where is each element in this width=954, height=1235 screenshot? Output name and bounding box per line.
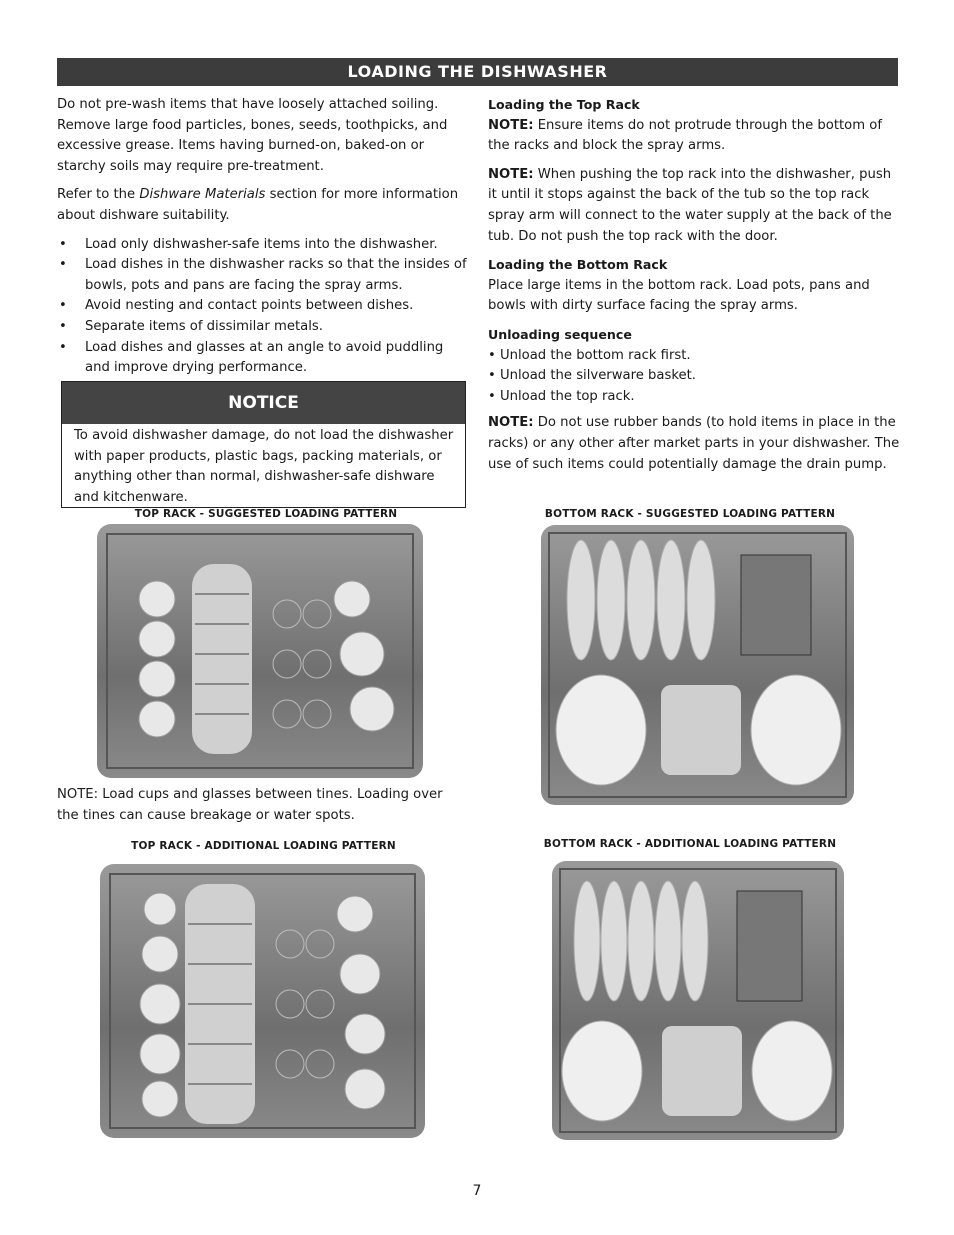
list-item: • Load dishes and glasses at an angle to avoid puddling and improve drying performance. bbox=[57, 338, 469, 379]
note-2 bbox=[488, 165, 900, 247]
list-item: • Unload the silverware basket. bbox=[488, 368, 696, 384]
materials-text-suffix: section for more information about dishware suitability. bbox=[57, 187, 459, 223]
notice-box bbox=[61, 381, 466, 508]
page-number: 7 bbox=[472, 1183, 482, 1199]
bottom-rack-suggested-photo bbox=[541, 525, 854, 805]
list-item: • Separate items of dissimilar metals. bbox=[57, 317, 469, 338]
bottom-rack-additional-illustration bbox=[552, 861, 844, 1140]
note-text: Ensure items do not protrude through the bottom of the racks and block the spray arms. bbox=[488, 117, 882, 154]
note-label: NOTE: bbox=[488, 117, 534, 133]
prewash-paragraph: Do not pre-wash items that have loosely attached soiling. Remove large food particles, bones, seeds, toothpicks, and excessive grease. Items having burned-on, baked-on or starchy soils may require pre-treatment. bbox=[57, 97, 448, 174]
list-item: • Unload the bottom rack first. bbox=[488, 347, 691, 363]
loading-tips-list bbox=[57, 235, 469, 379]
top-rack-additional-illustration bbox=[100, 864, 425, 1138]
note-label: NOTE: bbox=[488, 166, 534, 182]
left-column bbox=[57, 95, 469, 379]
caption-bottom-suggested: BOTTOM RACK - SUGGESTED LOADING PATTERN bbox=[544, 508, 836, 520]
note-1 bbox=[488, 116, 900, 157]
notice-body: To avoid dishwasher damage, do not load the dishwasher with paper products, plastic bags, packing materials, or anything other than normal, dishwasher-safe dishware and kitchenware. bbox=[74, 428, 454, 505]
bottom-rack-heading: Loading the Bottom Rack bbox=[488, 257, 668, 273]
top-rack-suggested-photo bbox=[97, 524, 423, 778]
top-rack-heading: Loading the Top Rack bbox=[488, 97, 640, 112]
notice-title: NOTICE bbox=[62, 382, 465, 424]
top-rack-suggested-illustration bbox=[97, 524, 423, 778]
materials-paragraph bbox=[57, 185, 469, 226]
note-text: Do not use rubber bands (to hold items in place in the racks) or any other after market parts in your dishwasher. The use of such items could potentially damage the drain pump. bbox=[488, 415, 900, 472]
note-text: When pushing the top rack into the dishwasher, push it until it stops against the back of the tub so the top rack spray arm will connect to the water supply at the back of the tub. Do not push the top rack with the door. bbox=[488, 166, 892, 244]
note-3 bbox=[488, 413, 900, 475]
materials-link-text: Dishware Materials bbox=[139, 187, 266, 203]
right-column bbox=[488, 95, 900, 483]
bottom-rack-suggested-illustration bbox=[541, 525, 854, 805]
caption-top-suggested: TOP RACK - SUGGESTED LOADING PATTERN bbox=[134, 508, 398, 520]
note-label: NOTE: bbox=[488, 415, 534, 431]
caption-top-additional: TOP RACK - ADDITIONAL LOADING PATTERN bbox=[131, 840, 396, 852]
list-item: • Avoid nesting and contact points between dishes. bbox=[57, 296, 469, 317]
top-rack-additional-photo bbox=[100, 864, 425, 1138]
cups-glasses-note: NOTE: Load cups and glasses between tines. Loading over the tines can cause breakage or water spots. bbox=[57, 787, 443, 823]
bottom-rack-additional-photo bbox=[552, 861, 844, 1140]
caption-bottom-additional: BOTTOM RACK - ADDITIONAL LOADING PATTERN bbox=[543, 838, 837, 850]
bottom-rack-text: Place large items in the bottom rack. Load pots, pans and bowls with dirty surface facing the spray arms. bbox=[488, 277, 870, 314]
unloading-list bbox=[488, 346, 900, 408]
page-banner: LOADING THE DISHWASHER bbox=[57, 58, 898, 86]
unloading-heading: Unloading sequence bbox=[488, 326, 632, 342]
materials-text: Refer to the bbox=[57, 187, 140, 203]
list-item: • Load dishes in the dishwasher racks so that the insides of bowls, pots and pans are facing the spray arms. bbox=[57, 255, 469, 296]
list-item: • Load only dishwasher-safe items into the dishwasher. bbox=[57, 235, 469, 256]
list-item: • Unload the top rack. bbox=[488, 388, 635, 404]
